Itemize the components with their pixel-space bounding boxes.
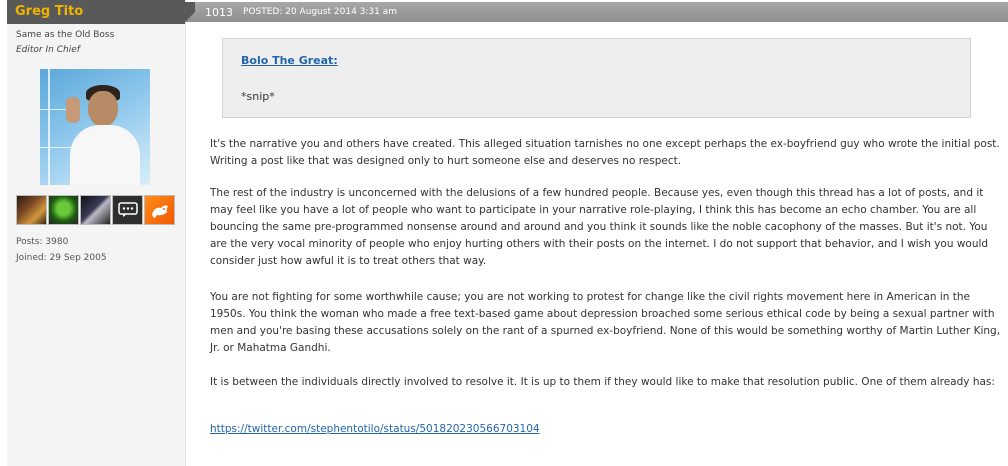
quote-text: *snip* [241, 90, 275, 103]
header-notch [185, 2, 195, 22]
post-paragraph: You are not fighting for some worthwhile cause; you are not working to protest for change like the civil rights movement here in American in the 1950s. You think the woman who made a free text-based game about depression broached some serious ethical code by being a sexual partner with men and you're basing these accusations solely on the rant of a spurned ex-boyfriend. None of this would be something worthy of Martin Luther King, Jr. or Mahatma Gandhi. [210, 291, 1001, 354]
post-number[interactable]: 1013 [205, 6, 233, 19]
post-timestamp: POSTED: 20 August 2014 3:31 am [243, 7, 398, 17]
user-tagline: Same as the Old Boss [16, 30, 115, 40]
username-link[interactable]: Greg Tito [15, 4, 84, 19]
user-avatar[interactable] [40, 69, 150, 185]
chat-badge-icon[interactable] [112, 195, 143, 225]
user-post-count: Posts: 3980 [16, 237, 69, 247]
post-paragraph: It's the narrative you and others have created. This alleged situation tarnishes no one except perhaps the ex-boyfriend guy who wrote the initial post. Writing a post like that was designed only to hurt someone else and deserves no respect. [210, 138, 1000, 167]
user-badges [16, 195, 175, 227]
avatar-hand [66, 97, 80, 123]
quote-author-link[interactable]: Bolo The Great: [241, 54, 338, 67]
user-sidebar [7, 0, 186, 466]
avatar-bg-line [40, 147, 74, 148]
avatar-head [88, 91, 118, 127]
avatar-shirt [70, 125, 140, 185]
goat-badge-icon[interactable] [144, 195, 175, 225]
username-bar [7, 0, 185, 24]
badge-icon[interactable] [16, 195, 47, 225]
goat-icon [149, 200, 171, 220]
post-paragraph: The rest of the industry is unconcerned with the delusions of a few hundred people. Because yes, even though this thread has a lot of posts, and it may feel like you have a lot of people who want to participate in your narrative role-playing, I think this has become an echo chamber. You are all bouncing the same pre-programmed nonsense around and around and you think it sounds like the noble cacophony of the masses. But it's not. You are the very vocal minority of people who enjoy hurting others with their posts on the internet. I do not support that behavior, and I wish you would consider just how awful it is to treat others that way. [210, 187, 989, 267]
user-join-date: Joined: 29 Sep 2005 [16, 253, 107, 263]
pipe-badge-icon[interactable] [48, 195, 79, 225]
badge-icon[interactable] [80, 195, 111, 225]
avatar-bg-line [48, 69, 50, 185]
user-title: Editor In Chief [16, 45, 80, 55]
post-paragraph: It is between the individuals directly involved to resolve it. It is up to them if they would like to make that resolution public. One of them already has: [210, 376, 995, 388]
quote-block [222, 38, 971, 118]
twitter-link[interactable]: https://twitter.com/stephentotilo/status/501820230566703104 [210, 423, 540, 435]
speech-bubble-icon [118, 202, 138, 218]
